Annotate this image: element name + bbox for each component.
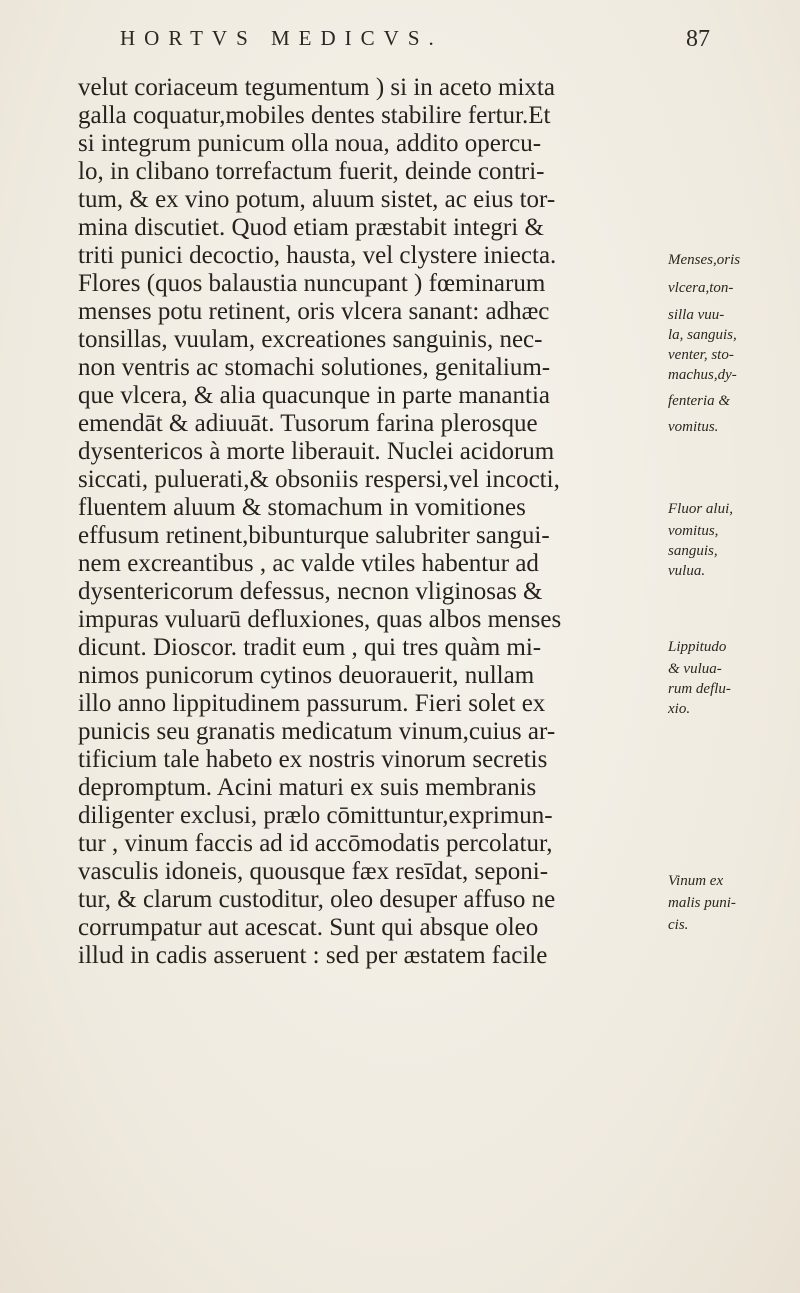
text-line: siccati, puluerati,& obsoniis respersi,vel incocti, [78, 466, 560, 493]
text-line: galla coquatur,mobiles dentes stabilire fertur.Et [78, 102, 551, 129]
margin-note: malis puni- [668, 895, 736, 911]
text-line: que vlcera, & alia quacunque in parte manantia [78, 382, 551, 409]
text-line: tur, & clarum custoditur, oleo desuper affuso ne [78, 886, 556, 913]
text-line: nimos punicorum cytinos deuorauerit, nullam [78, 662, 535, 689]
text-line: impuras vuluarū defluxiones, quas albos menses [78, 606, 562, 633]
text-line: non ventris ac stomachi solutiones, genitalium- [78, 354, 551, 381]
margin-note: Fluor alui, [668, 501, 734, 517]
margin-note: Vinum ex [668, 873, 724, 889]
text-line: illud in cadis asseruent : sed per æstatem facile [78, 942, 548, 969]
text-line: menses potu retinent, oris vlcera sanant: adhæc [78, 298, 550, 325]
text-line: illo anno lippitudinem passurum. Fieri solet ex [78, 690, 546, 717]
margin-note: la, sanguis, [668, 327, 737, 343]
margin-note: vomitus. [668, 419, 719, 435]
margin-note: silla vuu- [668, 307, 725, 323]
text-line: velut coriaceum tegumentum ) si in aceto mixta [78, 74, 555, 101]
text-line: emendāt & adiuuāt. Tusorum farina plerosque [78, 410, 538, 437]
text-line: tificium tale habeto ex nostris vinorum secretis [78, 746, 548, 773]
margin-note: Lippitudo [668, 639, 727, 655]
margin-note: fenteria & [668, 393, 731, 409]
text-line: depromptum. Acini maturi ex suis membranis [78, 774, 537, 801]
margin-note: vomitus, [668, 523, 719, 539]
margin-note: sanguis, [668, 543, 718, 559]
text-line: Flores (quos balaustia nuncupant ) fœminarum [78, 270, 546, 297]
text-line: dicunt. Dioscor. tradit eum , qui tres quàm mi- [78, 634, 542, 661]
margin-note: vlcera,ton- [668, 280, 734, 296]
margin-note: cis. [668, 917, 689, 933]
margin-note: rum deflu- [668, 681, 731, 697]
text-line: lo, in clibano torrefactum fuerit, deinde contri- [78, 158, 545, 185]
margin-note: xio. [668, 701, 691, 717]
margin-note: machus,dy- [668, 367, 737, 383]
text-line: triti punici decoctio, hausta, vel clystere iniecta. [78, 242, 557, 269]
page-header [120, 26, 720, 66]
text-line: nem excreantibus , ac valde vtiles habentur ad [78, 550, 539, 577]
text-line: effusum retinent,bibunturque salubriter sangui- [78, 522, 550, 549]
text-line: dysentericos à morte liberauit. Nuclei acidorum [78, 438, 555, 465]
margin-note: & vulua- [668, 661, 722, 677]
text-line: corrumpatur aut acescat. Sunt qui absque oleo [78, 914, 539, 941]
text-line: mina discutiet. Quod etiam præstabit integri & [78, 214, 544, 241]
text-line: tonsillas, vuulam, excreationes sanguinis, nec- [78, 326, 543, 353]
margin-note: venter, sto- [668, 347, 734, 363]
margin-note: Menses,oris [668, 252, 741, 268]
text-line: dysentericorum defessus, necnon vliginosas & [78, 578, 543, 605]
running-title: HORTVS MEDICVS. [120, 26, 443, 50]
text-line: punicis seu granatis medicatum vinum,cuius ar- [78, 718, 556, 745]
text-line: vasculis idoneis, quousque fæx resīdat, seponi- [78, 858, 549, 885]
text-line: diligenter exclusi, prælo cōmittuntur,exprimun- [78, 802, 553, 829]
text-line: tur , vinum faccis ad id accōmodatis percolatur, [78, 830, 553, 857]
text-line: tum, & ex vino potum, aluum sistet, ac eius tor- [78, 186, 556, 213]
margin-note: vulua. [668, 563, 706, 579]
text-line: fluentem aluum & stomachum in vomitiones [78, 494, 526, 521]
page-number: 87 [686, 26, 710, 52]
text-line: si integrum punicum olla noua, addito opercu- [78, 130, 542, 157]
